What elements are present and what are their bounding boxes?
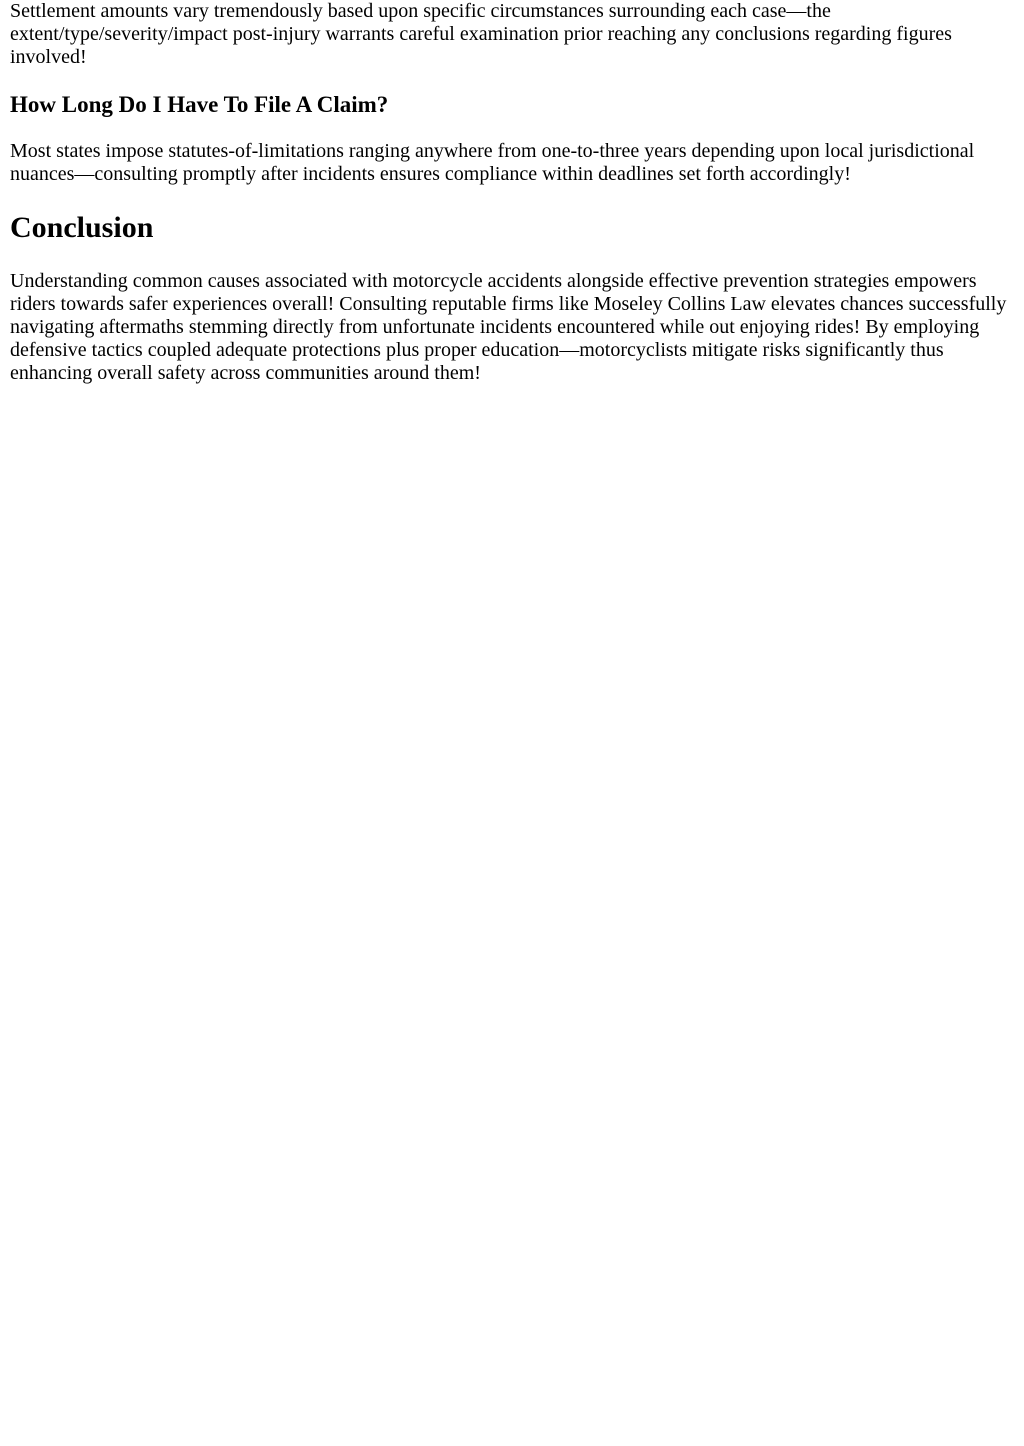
conclusion-paragraph: Understanding common causes associated with motorcycle accidents alongside effective prevention strategies empowers riders towards safer experiences overall! Consulting reputable firms like Moseley Collins Law elevates chances successfully navigating aftermaths stemming directly from unfortunate incidents encountered while out enjoying rides! By employing defensive tactics coupled adequate protections plus proper education—motorcyclists mitigate risks significantly thus enhancing overall safety across communities around them! bbox=[10, 270, 1007, 384]
claim-deadline-heading: How Long Do I Have To File A Claim? bbox=[10, 92, 389, 117]
claim-deadline-paragraph: Most states impose statutes-of-limitations ranging anywhere from one-to-three years depending upon local jurisdictional nuances—consulting promptly after incidents ensures compliance within deadlines set forth accordingly! bbox=[10, 140, 975, 185]
conclusion-heading: Conclusion bbox=[10, 211, 154, 244]
article-body bbox=[0, 0, 1024, 385]
settlement-paragraph: Settlement amounts vary tremendously based upon specific circumstances surrounding each case—the extent/type/severity/impact post-injury warrants careful examination prior reaching any conclusions regarding figures involved! bbox=[10, 0, 952, 68]
